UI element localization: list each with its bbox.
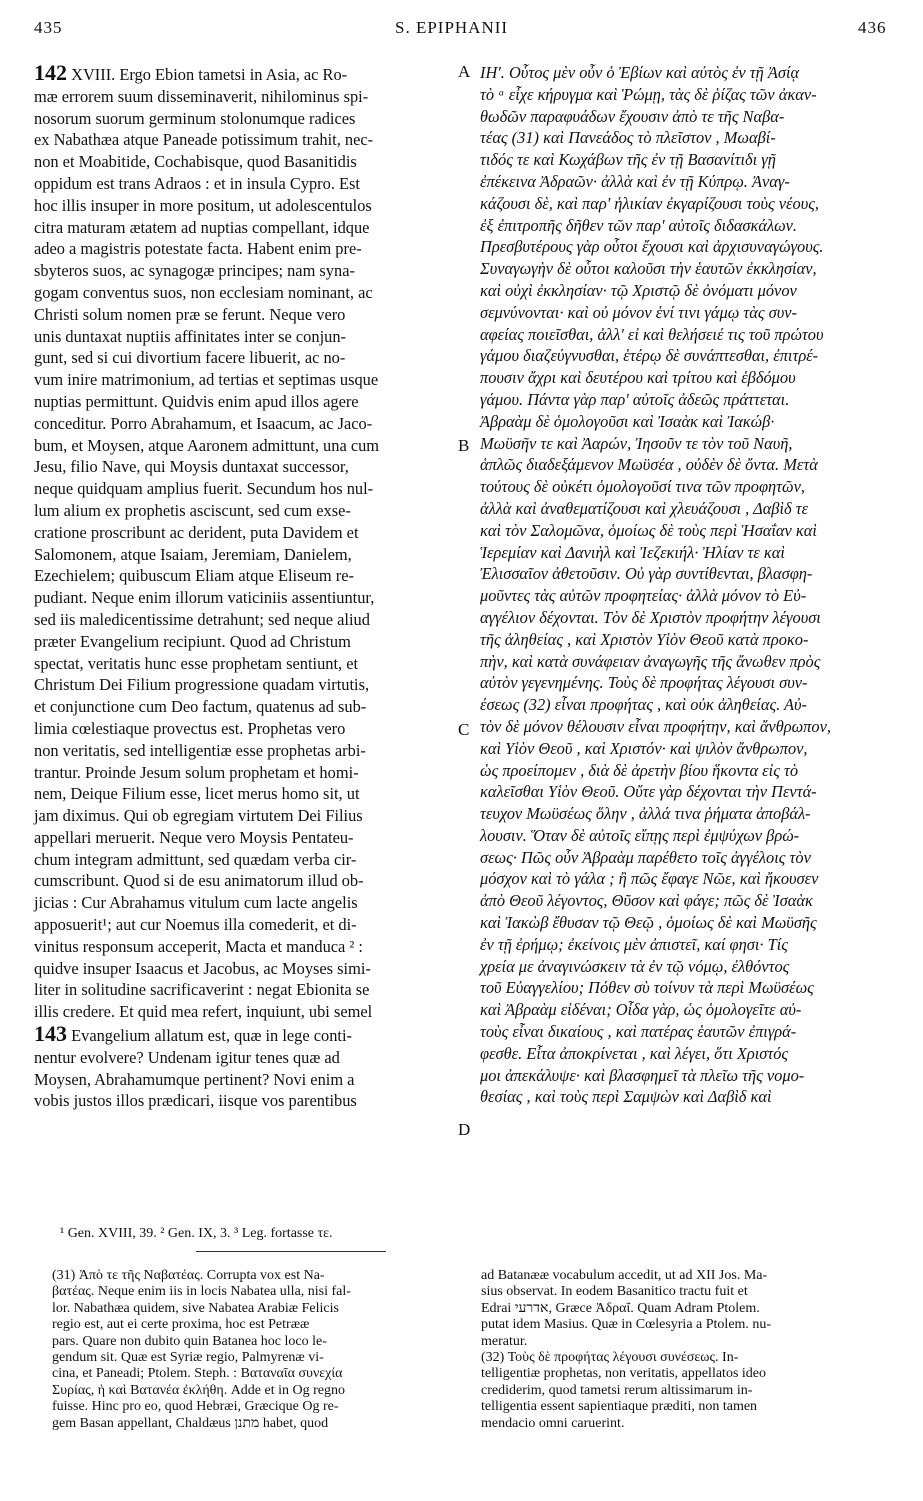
latin-text-part-1: XVIII. Ergo Ebion tametsi in Asia, ac Ro- mæ errorem suum disseminaverit, nihilominus spi- nosorum suorum germinum stolonumque radices ex Nabathæa atque Paneade potissimum trahit, nec- non et Moabitide, Cochabisque, quod Basanitidis oppidum est trans Adraos : et in insula Cypro. Est hoc illis insuper in more positum, ut adolescentulos citra maturam ætatem ad nuptias compellant, idque adeo a magistris potestate facta. Habent enim pre- sbyteros suos, ac synagogæ principes; nam syna- gogam conventus suos, non ecclesiam nominant, ac Christi solum nomen præ se ferunt. Neque vero unis duntaxat nuptiis affinitates inter se conjun- gunt, sed si cui divortium facere libuerit, ac no- vum inire matrimonium, ad tertias et septimas usque nuptias permittunt. Quidvis enim apud illos agere conceditur. Porro Abrahamum, et Isaacum, ac Jaco- bum, et Moysen, atque Aaronem admittunt, una cum Jesu, filio Nave, qui Moysis duntaxat successor, neque quidquam amplius fuerit. Secundum hos nul- lum alium ex prophetis asciscunt, sed cum exse- cratione proscribunt ac derident, puta Davidem et Salomonem, atque Isaiam, Jeremiam, Danielem, Ezechielem; quibuscum Eliam atque Eliseum re- pudiant. Neque enim illorum vaticiniis assentiuntur, sed iis maledicentissime detrahunt; sed neque aliud præter Evangelium recipiunt. Quod ad Christum spectat, veritatis hunc esse prophetam sentiunt, et Christum Dei Filium progressione quadam virtutis, et conjunctione cum Deo factum, quatenus ad sub- limia cœlestiaque provectus est. Prophetas vero non veritatis, sed intelligentiæ esse prophetas arbi- trantur. Proinde Jesum solum prophetam et homi- nem, Deique Filium esse, licet merus homo sit, ut jam diximus. Qui ob egregiam virtutem Dei Filius appellari meruerit. Neque vero Moysis Pentateu- chum integram admittunt, sed quædam verba cir- cumscribunt. Quod si de esu animatorum illud ob- jicias : Cur Abrahamus vitulum cum lacte angelis apposuerit¹; aut cur Noemus illa comederit, et di- vinitus responsum acceperit, Macta et manduca ² : quidve insuper Isaacus et Jacobus, ac Moyses simi- liter in solitudine sacrificaverint : negat Ebionita se illis credere. Et quid mea refert, inquiunt, ubi semel (34, 65, 380, 1022)
section-number-142: 142 (34, 60, 67, 85)
greek-column (480, 62, 892, 1108)
note-31 (52, 1268, 452, 1432)
note-32: (32) Τοὺς δὲ προφήτας λέγουσι συνέσεως. In- telligentiæ prophetas, non veritatis, appellatos ideo crediderim, quod tametsi rerum altissimarum in- telligentia essent sapientiaque præditi, non tamen mendacio omni caruerint. (481, 1350, 766, 1431)
footnote-references: ¹ Gen. XVIII, 39. ² Gen. IX, 3. ³ Leg. fortasse τε. (60, 1226, 333, 1241)
latin-column (34, 62, 456, 1112)
margin-marker-d: D (458, 1120, 471, 1139)
note-31-text: (31) Ἀπὸ τε τῆς Ναβατέας. Corrupta vox est Na- βατέας. Neque enim iis in locis Nabatea ulla, nisi fal- lor. Nabathæa quidem, sive Nabatea Arabiæ Felicis regio est, aut ei certe proxima, hoc est Petrææ pars. Quare non dubito quin Batanea hoc loco le- gendum sit. Quæ est Syriæ regio, Palmyrenæ vi- cina, et Paneadi; Ptolem. Steph. : Βαταναῖα συνεχία Συρίας, ἡ καὶ Βατανέα ἐκλήθη. Adde et in Og regno fuisse. Hinc pro eo, quod Hebræi, Græcique Og re- gem Basan appellant, Chaldæus מתנן habet, quod (52, 1268, 351, 1431)
margin-marker-c: C (458, 720, 470, 739)
latin-section-142 (34, 62, 456, 1023)
notes-right-column (481, 1268, 891, 1432)
page-number-left: 435 (34, 18, 63, 37)
notes-divider (196, 1251, 386, 1252)
note-31-continued: ad Batanææ vocabulum accedit, ut ad XII Jos. Ma- sius observat. In eodem Basanitico tractu fuit et Edrai אדרעי, Græce Ἀδραΐ. Quam Adram Ptolem. putat idem Masius. Quæ in Cœlesyria a Ptolem. nu- meratur. (481, 1268, 772, 1349)
section-number-143: 143 (34, 1021, 67, 1047)
latin-section-143 (34, 1023, 456, 1112)
greek-text: ΙΗ'. Οὗτος μὲν οὖν ὁ Ἐβίων καὶ αὐτὸς ἐν τῇ Ἀσίᾳ τὸ ᵃ εἶχε κήρυγμα καὶ Ῥώμῃ, τὰς δὲ ῥίζας τῶν ἀκαν- θωδῶν παραφυάδων ἔχουσιν ἀπὸ τε τῆς Ναβα- τέας (31) καὶ Πανεάδος τὸ πλεῖστον , Μωαβί- τιδός τε καὶ Κωχάβων τῆς ἐν τῇ Βασανίτιδι γῇ ἐπέκεινα Ἀδραῶν· ἀλλὰ καὶ ἐν τῇ Κύπρῳ. Ἀναγ- κάζουσι δὲ, καὶ παρ' ἡλικίαν ἐκγαρίζουσι τοὺς νέους, ἐξ ἐπιτροπῆς δῆθεν τῶν παρ' αὐτοῖς διδασκάλων. Πρεσβυτέρους γὰρ οὗτοι ἔχουσι καὶ ἀρχισυναγώγους. Συναγωγὴν δὲ οὗτοι καλοῦσι τὴν ἑαυτῶν ἐκκλησίαν, καὶ οὐχὶ ἐκκλησίαν· τῷ Χριστῷ δὲ ὀνόματι μόνον σεμνύνονται· καὶ οὐ μόνον ἑνί τινι γάμῳ τὰς συν- αφείας ποιεῖσθαι, ἀλλ' εἰ καὶ θελήσειέ τις τοῦ πρώτου γάμου διαζεύγνυσθαι, ἑτέρῳ δὲ συνάπτεσθαι, ἐπιτρέ- πουσιν ἄχρι καὶ δευτέρου καὶ τρίτου καὶ ἑβδόμου γάμου. Πάντα γὰρ παρ' αὐτοῖς ἀδεῶς πράττεται. Ἀβραὰμ δὲ ὁμολογοῦσι καὶ Ἰσαὰκ καὶ Ἰακώβ· Μωϋσῆν τε καὶ Ἀαρών, Ἰησοῦν τε τὸν τοῦ Ναυῆ, ἁπλῶς διαδεξάμενον Μωϋσέα , οὐδὲν δὲ ὄντα. Μετὰ τούτους δὲ οὐκέτι ὁμολογοῦσί τινα τῶν προφητῶν, ἀλλὰ καὶ ἀναθεματίζουσι καὶ χλευάζουσι , Δαβὶδ τε καὶ τὸν Σαλομῶνα, ὁμοίως δὲ τοὺς περὶ Ἡσαΐαν καὶ Ἱερεμίαν καὶ Δανιὴλ καὶ Ἰεζεκιήλ· Ἠλίαν τε καὶ Ἐλισσαῖον ἀθετοῦσιν. Οὐ γὰρ συντίθενται, βλασφη- μοῦντες τὰς αὐτῶν προφητείας· ἀλλὰ μόνον τὸ Εὐ- αγγέλιον δέχονται. Τὸν δὲ Χριστὸν προφήτην λέγουσι τῆς ἀληθείας , καὶ Χριστὸν Υἱὸν Θεοῦ κατὰ προκο- πὴν, καὶ κατὰ συνάφειαν ἀναγωγῆς τῆς ἄνωθεν πρὸς αὐτὸν γεγενημένης. Τοὺς δὲ προφήτας λέγουσι συν- έσεως (32) εἶναι προφήτας , καὶ οὐκ ἀληθείας. Αὐ- τὸν δὲ μόνον θέλουσιν εἶναι προφήτην, καὶ ἄνθρωπον, καὶ Υἱὸν Θεοῦ , καὶ Χριστόν· καὶ ψιλὸν ἄνθρωπον, ὡς προείπομεν , διὰ δὲ ἀρετὴν βίου ἥκοντα εἰς τὸ καλεῖσθαι Υἱὸν Θεοῦ. Οὔτε γὰρ δέχονται τὴν Πεντά- τευχον Μωϋσέως ὅλην , ἀλλά τινα ῥήματα ἀποβάλ- λουσιν. Ὅταν δὲ αὐτοῖς εἴπῃς περὶ ἐμψύχων βρώ- σεως· Πῶς οὖν Ἀβραὰμ παρέθετο τοῖς ἀγγέλοις τὸν μόσχον καὶ τὸ γάλα ; ἢ πῶς ἔφαγε Νῶε, καὶ ἤκουσεν ἀπὸ Θεοῦ λέγοντος, Θῦσον καὶ φάγε; πῶς δὲ Ἰσαὰκ καὶ Ἰακὼβ ἔθυσαν τῷ Θεῷ , ὁμοίως δὲ καὶ Μωϋσῆς ἐν τῇ ἐρήμῳ; ἐκείνοις μὲν ἀπιστεῖ, καί φησι· Τίς χρεία με ἀναγινώσκειν τὰ ἐν τῷ νόμῳ, ἐλθόντος τοῦ Εὐαγγελίου; Πόθεν σὺ τοίνυν τὰ περὶ Μωϋσέως καὶ Ἀβραὰμ εἰδέναι; Οἶδα γὰρ, ὡς ὁμολογεῖτε αὐ- τοὺς εἶναι δικαίους , καὶ πατέρας ἑαυτῶν ἐπιγρά- φεσθε. Εἶτα ἀποκρίνεται , καὶ λέγει, ὅτι Χριστός μοι ἀπεκάλυψε· καὶ βλασφημεῖ τὰ πλεῖω τῆς νομο- θεσίας , καὶ τοὺς περὶ Σαμψὼν καὶ Δαβὶδ καὶ (480, 63, 831, 1107)
page-number-right: 436 (858, 18, 887, 37)
margin-marker-b: B (458, 436, 470, 455)
running-title: S. EPIPHANII (395, 18, 509, 37)
margin-marker-a: A (458, 62, 471, 81)
latin-text-part-2: Evangelium allatum est, quæ in lege conti- nentur evolvere? Undenam igitur tenes quæ ad Moysen, Abrahamumque pertinent? Novi enim a vobis justos illos prædicari, iisque vos parentibus (34, 1026, 357, 1111)
